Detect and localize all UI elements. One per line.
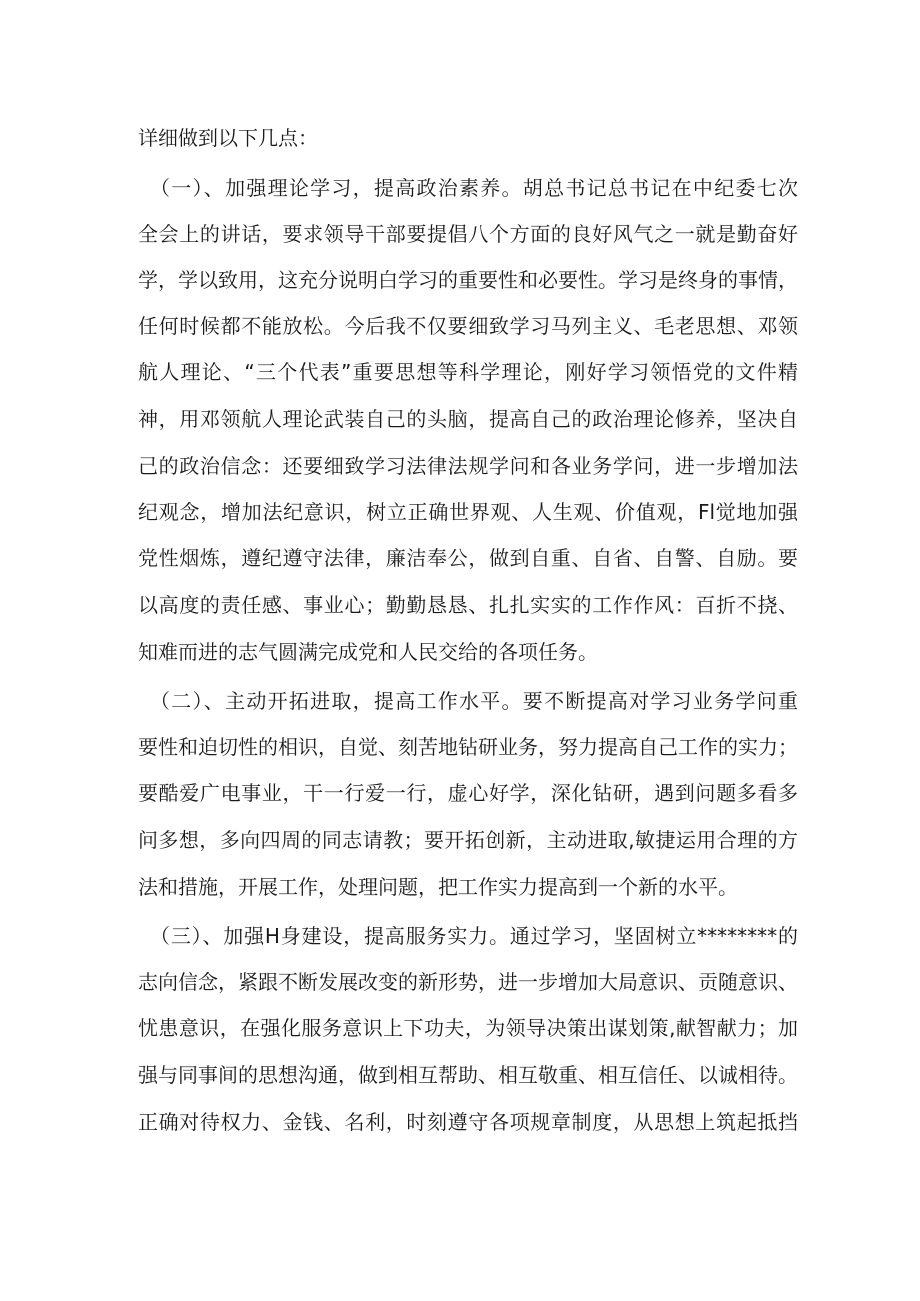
text-line-4: 学，学以致用，这充分说明白学习的重要性和必要性。学习是终身的事情， xyxy=(138,268,798,292)
text-line-16: 问多想，多向四周的同志请教；要开拓创新，主动进取,敏捷运用合理的方 xyxy=(138,828,798,852)
section-1-heading-line: （一）、加强理论学习，提高政治素养。胡总书记总书记在中纪委七次 xyxy=(150,176,798,200)
text-line-17: 法和措施，开展工作，处理问题，把工作实力提高到一个新的水平。 xyxy=(138,875,738,899)
text-line-15: 要酷爱广电事业，干一行爱一行，虚心好学，深化钻研，遇到问题多看多 xyxy=(138,781,798,805)
text-line-11: 以高度的责任感、事业心；勤勤恳恳、扎扎实实的工作作风：百折不挠、 xyxy=(138,593,798,617)
text-line-1: 详细做到以下几点： xyxy=(138,126,318,150)
text-line-22: 正确对待权力、金钱、名利，时刻遵守各项规章制度，从思想上筑起抵挡 xyxy=(138,1110,798,1134)
text-line-6: 航人理论、“三个代表”重要思想等科学理论，刚好学习领悟党的文件精 xyxy=(138,360,798,384)
text-line-10: 党性烟炼，遵纪遵守法律，廉洁奉公，做到自重、自省、自警、自励。要 xyxy=(138,546,798,570)
text-line-20: 忧患意识，在强化服务意识上下功夫，为领导决策出谋划策,献智献力；加 xyxy=(138,1016,798,1040)
text-line-14: 要性和迫切性的相识，自觉、刻苦地钻研业务，努力提高自己工作的实力； xyxy=(138,735,798,759)
text-line-5: 任何时候都不能放松。今后我不仅要细致学习马列主义、毛老思想、邓领 xyxy=(138,314,798,338)
text-line-8: 己的政治信念：还要细致学习法律法规学问和各业务学问，进一步增加法 xyxy=(138,454,798,478)
text-line-19: 志向信念，紧跟不断发展改变的新形势，进一步增加大局意识、贡随意识、 xyxy=(138,970,798,994)
text-line-3: 全会上的讲话，要求领导干部要提倡八个方面的良好风气之一就是勤奋好 xyxy=(138,222,798,246)
section-2-heading-line: （二）、主动开拓进取，提高工作水平。要不断提高对学习业务学问重 xyxy=(150,689,798,713)
text-line-7: 神，用邓领航人理论武装自己的头脑，提高自己的政治理论修养，坚决自 xyxy=(138,407,798,431)
section-3-heading-line: （三）、加强H身建设，提高服务实力。通过学习，坚固树立********的 xyxy=(150,924,798,948)
text-line-21: 强与同事间的思想沟通，做到相互帮助、相互敬重、相互信任、以诚相待。 xyxy=(138,1063,798,1087)
text-line-9: 纪观念，增加法纪意识，树立正确世界观、人生观、价值观，Fl觉地加强 xyxy=(138,500,798,524)
text-line-12: 知难而进的志气圆满完成党和人民交给的各项任务。 xyxy=(138,640,598,664)
